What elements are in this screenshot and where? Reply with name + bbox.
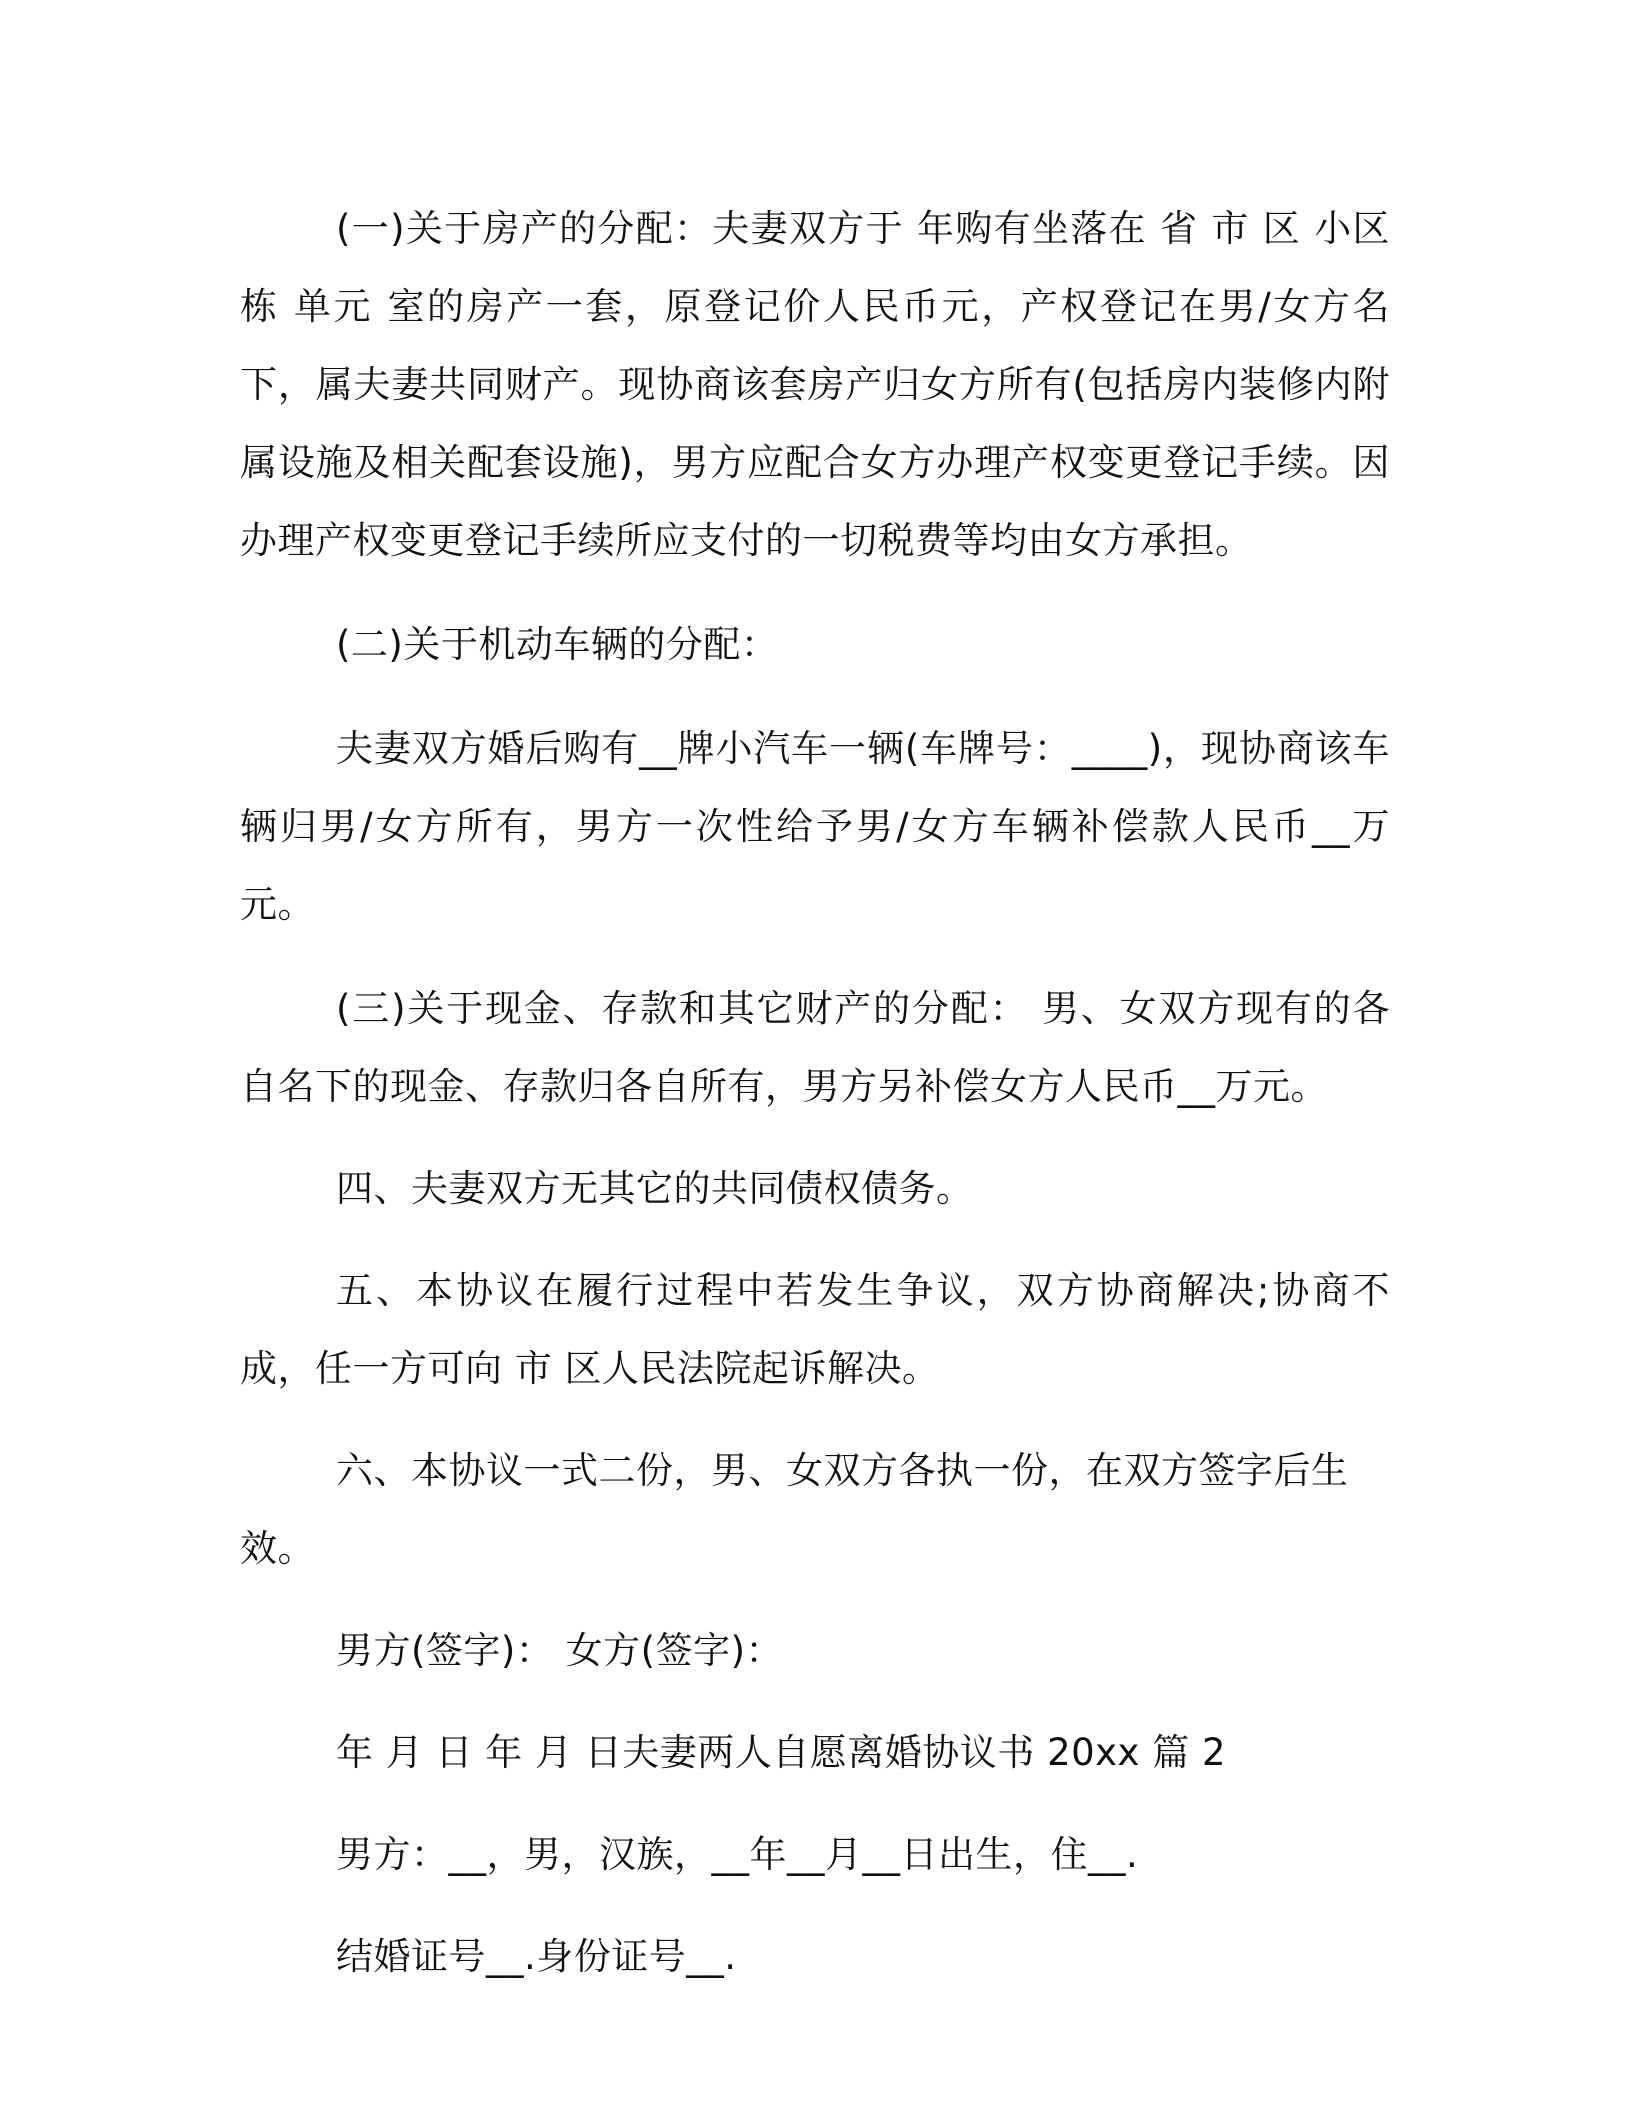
paragraph-vehicle-heading: (二)关于机动车辆的分配： xyxy=(336,623,779,666)
certificate-numbers: 结婚证号__.身份证号__. xyxy=(336,1935,737,1978)
signature-line: 男方(签字)： 女方(签字)： xyxy=(336,1629,784,1672)
male-party-info: 男方：__，男，汉族，__年__月__日出生，住__. xyxy=(336,1833,1139,1876)
date-and-title-line: 年 月 日 年 月 日夫妻两人自愿离婚协议书 20xx 篇 2 xyxy=(336,1731,1227,1774)
paragraph-copies: 六、本协议一式二份，男、女双方各执一份，在双方签字后生效。 xyxy=(240,1449,1349,1570)
document-page xyxy=(240,190,1390,1996)
paragraph-cash-deposits: (三)关于现金、存款和其它财产的分配： 男、女双方现有的各自名下的现金、存款归各自所有，男方另补偿女方人民币__万元。 xyxy=(240,987,1390,1108)
paragraph-debts: 四、夫妻双方无其它的共同债权债务。 xyxy=(336,1167,974,1210)
paragraph-vehicle-detail: 夫妻双方婚后购有__牌小汽车一辆(车牌号：____)，现协商该车辆归男/女方所有，男方一次性给予男/女方车辆补偿款人民币__万元。 xyxy=(240,727,1390,926)
paragraph-disputes: 五、本协议在履行过程中若发生争议，双方协商解决;协商不成，任一方可向 市 区人民法院起诉解决。 xyxy=(240,1269,1390,1390)
paragraph-property-house: (一)关于房产的分配：夫妻双方于 年购有坐落在 省 市 区 小区 栋 单元 室的房产一套，原登记价人民币元，产权登记在男/女方名下，属夫妻共同财产。现协商该套房产归女方所有(包括房内装修内附属设施及相关配套设施)，男方应配合女方办理产权变更登记手续。因办理产权变更登记手续所应支付的一切税费等均由女方承担。 xyxy=(240,207,1390,562)
